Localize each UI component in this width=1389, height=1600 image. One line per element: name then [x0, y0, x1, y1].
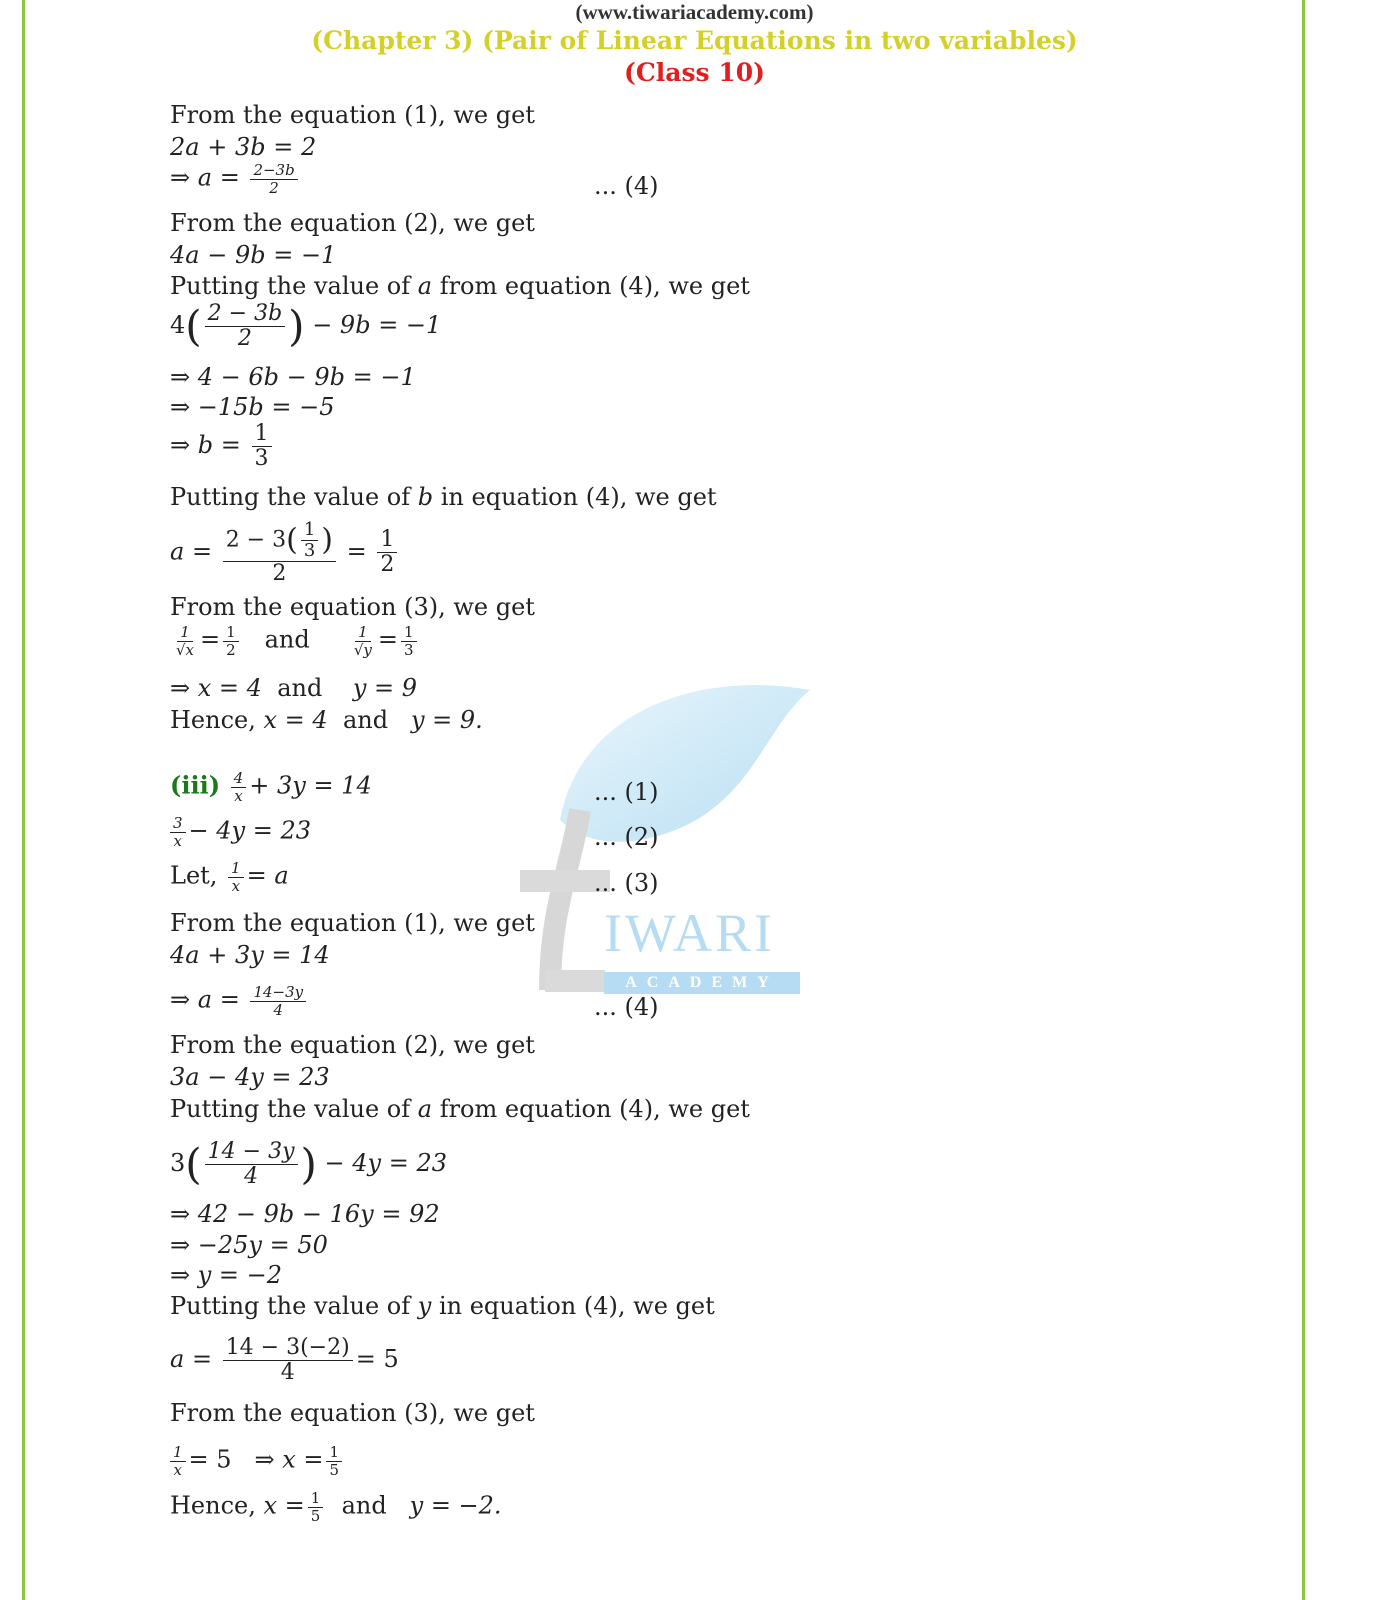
watermark-word: IWARI: [604, 903, 775, 963]
eq-4a-9b: 4a − 9b = −1: [170, 241, 337, 269]
step-3-iii: ⇒ y = −2: [170, 1261, 283, 1289]
fraction: $\frac{4}{x}$: [231, 770, 247, 804]
x-y-values: ⇒ x = 4 and y = 9: [170, 674, 418, 702]
substitution-eq-iii: 3( $\frac{14 - 3y}{4}$ ) − 4y = 23: [170, 1139, 448, 1190]
from-eq2-text-iii: From the equation (2), we get: [170, 1031, 535, 1059]
fraction: $\frac{1}{3}$: [401, 624, 417, 658]
fraction: $\frac{1}{5}$: [326, 1444, 342, 1478]
reciprocal-roots: $\frac{1}{√x}$ = $\frac{1}{2}$ and $\frac{1}{√y}$ = $\frac{1}{3}$: [170, 624, 420, 658]
from-eq3-text-iii: From the equation (3), we get: [170, 1399, 535, 1427]
a-expression: ⇒ a = $\frac{2-3b}{2}$: [170, 162, 301, 196]
chapter-title: (Chapter 3) (Pair of Linear Equations in two variables): [311, 26, 1078, 55]
class-label: (Class 10): [624, 58, 765, 87]
eq-4a-3y: 4a + 3y = 14: [170, 941, 330, 969]
fraction: $\frac{1}{x}$: [228, 860, 244, 894]
hence-result-iii: Hence, x = $\frac{1}{5}$ and y = −2.: [170, 1489, 502, 1525]
fraction: $\frac{2-3b}{2}$: [250, 162, 297, 196]
equation-tag-4: ... (4): [594, 172, 659, 200]
let-statement: Let, $\frac{1}{x}$ = a: [170, 859, 289, 895]
substitution-eq: 4( $\frac{2 - 3b}{2}$ ) − 9b = −1: [170, 301, 442, 352]
fraction: $\frac{1}{2}$: [223, 624, 239, 658]
fraction: $\frac{1}{x}$: [170, 1444, 186, 1478]
a-value-calc-iii: a = $\frac{14 - 3(-2)}{4}$ = 5: [170, 1335, 399, 1386]
fraction: $\frac{1}{5}$: [308, 1490, 324, 1524]
fraction: $\frac{2 - 3b}{2}$: [205, 302, 286, 351]
equation-tag-4-iii: ... (4): [594, 993, 659, 1021]
from-eq2-text: From the equation (2), we get: [170, 209, 535, 237]
x-value-calc: $\frac{1}{x}$ = 5 ⇒ x = $\frac{1}{5}$: [170, 1444, 345, 1478]
fraction: $\frac{1}{3}$: [252, 422, 272, 471]
part-iii-eq2: $\frac{3}{x}$ − 4y = 23: [170, 815, 311, 849]
step-2-iii: ⇒ −25y = 50: [170, 1231, 328, 1259]
part-label: (iii): [170, 770, 221, 800]
equation-tag-2: ... (2): [594, 823, 659, 851]
page-border-left: [22, 0, 25, 1600]
step-1: ⇒ 4 − 6b − 9b = −1: [170, 363, 416, 391]
equation-tag-3: ... (3): [594, 869, 659, 897]
putting-a-text-iii: Putting the value of a from equation (4), we get: [170, 1095, 750, 1123]
fraction: $\frac{14-3y}{4}$: [250, 984, 306, 1018]
putting-a-text: Putting the value of a from equation (4), we get: [170, 272, 750, 300]
hence-result-ii: Hence, x = 4 and y = 9.: [170, 706, 483, 734]
fraction: 2 − 3( $\frac{1}{3}$ ) 2: [223, 520, 336, 586]
eq-2a-3b: 2a + 3b = 2: [170, 133, 317, 161]
step-1-iii: ⇒ 42 − 9b − 16y = 92: [170, 1200, 440, 1228]
step-2: ⇒ −15b = −5: [170, 393, 335, 421]
from-eq1-text: From the equation (1), we get: [170, 101, 535, 129]
fraction: $\frac{3}{x}$: [170, 815, 186, 849]
watermark-sub: ACADEMY: [604, 972, 800, 994]
eq-3a-4y: 3a − 4y = 23: [170, 1063, 330, 1091]
equation-tag-1: ... (1): [594, 778, 659, 806]
b-value: ⇒ b = $\frac{1}{3}$: [170, 422, 275, 471]
site-url: (www.tiwariacademy.com): [575, 0, 814, 24]
part-iii-eq1: (iii) $\frac{4}{x}$ + 3y = 14: [170, 769, 372, 805]
putting-b-text: Putting the value of b in equation (4), we get: [170, 483, 717, 511]
fraction: $\frac{1}{2}$: [377, 528, 397, 577]
fraction: $\frac{1}{√x}$: [176, 623, 195, 659]
a-expression-iii: ⇒ a = $\frac{14-3y}{4}$: [170, 984, 309, 1018]
fraction: $\frac{14 - 3(-2)}{4}$: [223, 1336, 353, 1385]
from-eq1-text-iii: From the equation (1), we get: [170, 909, 535, 937]
putting-y-text: Putting the value of y in equation (4), we get: [170, 1292, 715, 1320]
fraction: $\frac{14 - 3y}{4}$: [205, 1140, 298, 1189]
a-value-calc: a = 2 − 3( $\frac{1}{3}$ ) 2 = $\frac{1}{2}$: [170, 520, 400, 586]
page-border-right: [1302, 0, 1305, 1600]
from-eq3-text: From the equation (3), we get: [170, 593, 535, 621]
fraction: $\frac{1}{√y}$: [353, 623, 372, 659]
